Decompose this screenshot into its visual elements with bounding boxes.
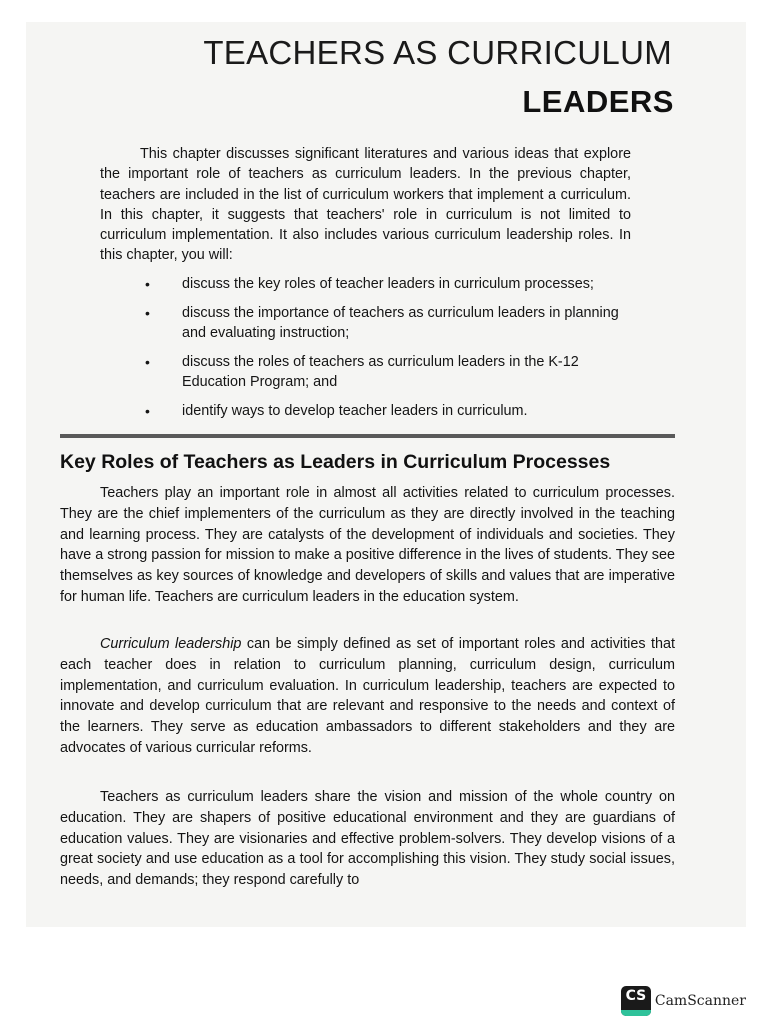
section-divider — [60, 434, 675, 438]
chapter-title-line-1: TEACHERS AS CURRICULUM — [203, 34, 672, 71]
section-heading: Key Roles of Teachers as Leaders in Curriculum Processes — [60, 451, 611, 473]
body-paragraph-1: Teachers play an important role in almost all activities related to curriculum processes. They are the chief implementers of the curriculum as they are directly involved in the teaching and learning process. They are catalysts of the development of individuals and societies. They have a strong passion for mission to make a positive difference in the lives of students. They see themselves as key sources of knowledge and developers of skills and values that are imperative for human life. Teachers are curriculum leaders in the education system. — [60, 485, 675, 605]
camscanner-name: CamScanner — [654, 993, 746, 1009]
camscanner-watermark — [621, 986, 746, 1016]
objective-text: identify ways to develop teacher leaders in curriculum. — [182, 402, 528, 419]
camscanner-logo-icon — [621, 986, 651, 1016]
camscanner-logo-text: CS — [625, 988, 647, 1004]
body-paragraph-3: Teachers as curriculum leaders share the vision and mission of the whole country on education. They are shapers of positive educational environment and they are guardians of education values. They are visionaries and effective problem-solvers. They develop visions of a great society and use education as a tool for accomplishing this vision. They study social issues, needs, and demands; they respond carefully to — [60, 789, 675, 889]
objective-item — [145, 352, 632, 393]
objective-text: discuss the roles of teachers as curriculum leaders in the K-12 Education Program; and — [182, 353, 579, 390]
bullet-icon: • — [145, 304, 150, 321]
objective-item — [145, 401, 632, 422]
objective-text: discuss the importance of teachers as curriculum leaders in planning and evaluating instruction; — [182, 304, 619, 341]
objective-item — [145, 274, 632, 295]
definition-text: can be simply defined as set of important roles and activities that each teacher does in relation to curriculum planning, curriculum design, curriculum implementation, and curriculum evaluation. In curriculum leadership, teachers are expected to innovate and develop curriculum that are relevant and responsive to the needs and context of the learners. They serve as education ambassadors to different stakeholders and they are advocates of various curricular reforms. — [60, 636, 675, 756]
body-paragraph-2 — [60, 634, 675, 759]
camscanner-logo-bar — [621, 1010, 651, 1016]
bullet-icon: • — [145, 276, 150, 292]
objective-item — [145, 303, 632, 344]
chapter-title-line-2: LEADERS — [522, 84, 674, 119]
defined-term: Curriculum leadership — [100, 636, 242, 652]
bullet-icon: • — [145, 353, 150, 370]
objectives-list — [145, 274, 632, 429]
bullet-icon: • — [145, 402, 150, 419]
objective-text: discuss the key roles of teacher leaders in curriculum processes; — [182, 276, 594, 292]
chapter-intro: This chapter discusses significant literatures and various ideas that explore the important role of teachers as curriculum leaders. In the previous chapter, teachers are included in the list of curriculum workers that implement a curriculum. In this chapter, it suggests that teachers' role in curriculum is not limited to curriculum implementation. It also includes various curriculum leadership roles. In this chapter, you will: — [100, 146, 631, 264]
